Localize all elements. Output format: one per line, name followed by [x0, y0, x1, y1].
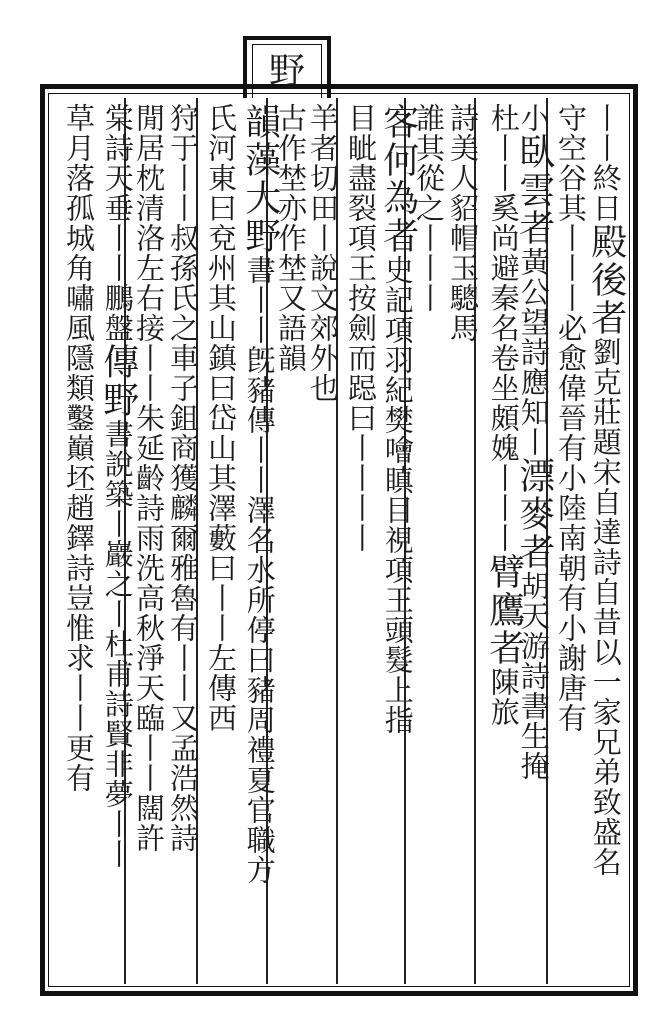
section-tab-label: 野: [268, 50, 305, 92]
text-column: [56, 103, 96, 983]
entry-text: 卷坐頗媿丨丨丨: [486, 343, 521, 553]
headword: 傳野: [97, 343, 139, 419]
headword: 臂鷹者: [483, 553, 525, 667]
headword: 韻藻大野: [239, 103, 281, 255]
entry-text: 目眦盡裂項王按劍而跽曰丨丨丨丨: [343, 103, 378, 553]
headword: 客何為者: [377, 103, 419, 255]
headword: 臥雲者: [513, 133, 555, 247]
entry-text: 書說築丨巖之丨杜甫詩賢非夢丨丨: [100, 419, 135, 869]
entry-text: 劉克莊題宋自達詩自昔以一家兄弟致盛名: [588, 337, 623, 877]
entry-text: 隱類鑿巔坯趙鐸詩豈惟求丨丨更有: [61, 343, 96, 793]
entry-text: 草月落孤城角嘯風: [61, 103, 96, 343]
entry-text: 丨丨奚尚避秦名: [486, 133, 521, 343]
column-text: [56, 103, 101, 793]
entry-text: 陳旅: [486, 667, 521, 727]
entry-text: 小: [516, 103, 551, 133]
entry-text: 黃公望詩應知丨: [516, 247, 551, 457]
entry-text: 棠詩天垂丨丨鵬盤: [100, 103, 135, 343]
entry-text: 史記項羽紀樊噲瞋目視項王頭髮上指: [380, 255, 415, 735]
entry-text: 守空谷: [553, 103, 588, 193]
entry-text: 其丨丨丨必愈偉晉有小陸南朝有小謝唐有: [553, 193, 588, 733]
entry-text: 胡天游詩書生掩: [516, 571, 551, 781]
entry-text: 誰其從之丨丨丨: [411, 103, 446, 313]
entry-text: 羊者切田丨說文郊外也: [305, 103, 340, 403]
entry-text: 古作埜亦作埜又語韻: [273, 103, 308, 373]
entry-text: 閒居枕清洛左右接丨丨朱延齡詩雨洗高秋淨天臨丨丨闊許: [131, 103, 166, 853]
headword: 殿後者: [585, 223, 627, 337]
entry-text: 氏河東曰兗州其山鎮曰岱山其澤藪曰丨丨左傳西: [203, 103, 238, 733]
entry-text: 杜: [486, 103, 521, 133]
entry-text: 詩美人貂帽玉驄馬: [445, 103, 480, 343]
entry-text: 丨丨終日: [588, 103, 623, 223]
headword: 漂麥者: [513, 457, 555, 571]
entry-text: 書丨丨旣豬傳丨丨澤名水所停曰豬周禮夏官職方: [242, 255, 277, 885]
entry-text: 狩于丨丨叔孫氏之車子鉏商獲麟爾雅魯有丨丨又孟浩然詩: [165, 103, 200, 853]
